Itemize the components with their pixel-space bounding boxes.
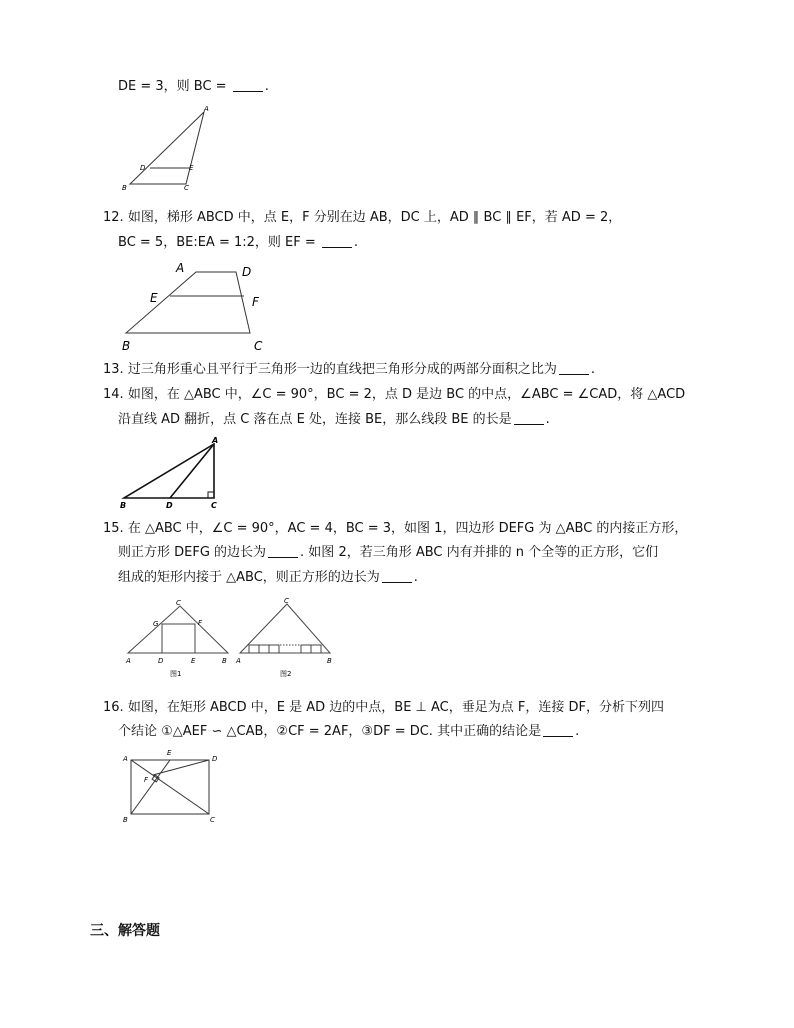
label-g: G (153, 620, 159, 628)
q16-number: 16. (103, 700, 124, 715)
label-d: D (242, 265, 252, 279)
q16-line2 (118, 724, 579, 740)
section-heading: 三、解答题 (90, 923, 160, 939)
label-d: D (212, 755, 218, 763)
q12-line2 (118, 235, 358, 251)
label-b: B (222, 657, 227, 665)
label-f: F (198, 619, 203, 627)
q13-end: . (590, 362, 595, 377)
answer-blank[interactable] (382, 570, 412, 583)
label-c: C (210, 816, 215, 824)
label-c: C (184, 184, 189, 192)
q14-text1: 如图，在 △ABC 中，∠C = 90°，BC = 2，点 D 是边 BC 的中点，∠ABC = ∠CAD，将 △ACD (127, 387, 686, 402)
q15-line2 (118, 545, 658, 561)
label-b: B (327, 657, 332, 665)
label-c: C (211, 501, 217, 510)
q12-figure (118, 258, 278, 358)
q13-number: 13. (103, 362, 124, 377)
label-a: A (123, 755, 128, 763)
label-e: E (189, 164, 194, 172)
q15-text3: 组成的矩形内接于 △ABC，则正方形的边长为 (118, 570, 380, 585)
label-a: A (212, 436, 219, 445)
q11-figure (118, 104, 218, 194)
q12-text2: BC = 5，BE:EA = 1:2，则 EF = (118, 235, 316, 250)
label-b: B (120, 501, 127, 510)
label-a: A (176, 261, 185, 275)
q14-figure (118, 434, 228, 512)
q15-number: 15. (103, 521, 124, 536)
q15-text2a: 则正方形 DEFG 的边长为 (118, 545, 267, 560)
answer-blank[interactable] (543, 724, 573, 737)
q15-line3 (118, 570, 418, 586)
q15-line1 (103, 521, 687, 537)
label-b: B (122, 184, 127, 192)
q12-text1: 如图，梯形 ABCD 中，点 E，F 分别在边 AB，DC 上，AD ∥ BC ∥ EF，若 AD = 2， (127, 210, 622, 225)
q15-end: . (413, 570, 418, 585)
q13-text1: 过三角形重心且平行于三角形一边的直线把三角形分成的两部分面积之比为 (127, 362, 557, 377)
label-e: E (191, 657, 196, 665)
answer-blank[interactable] (514, 412, 544, 425)
q14-line2 (118, 412, 550, 428)
q12-end: . (353, 235, 359, 250)
q14-text2: 沿直线 AD 翻折，点 C 落在点 E 处，连接 BE，那么线段 BE 的长是 (118, 412, 512, 427)
q16-end: . (575, 724, 580, 739)
label-d: D (158, 657, 164, 665)
q12-line1 (103, 210, 621, 226)
fig1-caption: 图1 (170, 670, 182, 678)
label-f: F (252, 295, 259, 309)
q14-number: 14. (103, 387, 124, 402)
q16-text2: 个结论 ①△AEF ∽ △CAB，②CF = 2AF，③DF = DC. 其中正确的结论是 (118, 724, 542, 739)
q11-tail-text: DE = 3，则 BC = (118, 79, 227, 94)
label-b: B (122, 339, 131, 353)
q15-text2b: . 如图 2，若三角形 ABC 内有并排的 n 个全等的正方形，它们 (300, 545, 659, 560)
q11-tail-line (118, 79, 269, 95)
label-c: C (176, 599, 181, 607)
q15-figures (118, 596, 340, 680)
answer-blank[interactable] (322, 235, 352, 248)
label-a: A (204, 105, 209, 113)
q16-figure (118, 744, 228, 828)
label-a: A (236, 657, 241, 665)
label-a: A (126, 657, 131, 665)
q12-number: 12. (103, 210, 124, 225)
q13-line1 (103, 362, 595, 378)
label-c: C (254, 339, 263, 353)
q15-text1: 在 △ABC 中，∠C = 90°，AC = 4，BC = 3，如图 1，四边形 DEFG 为 △ABC 的内接正方形， (127, 521, 688, 536)
fig2-caption: 图2 (280, 670, 292, 678)
q11-end: . (264, 79, 269, 94)
label-e: E (150, 291, 158, 305)
label-c: C (284, 597, 289, 605)
answer-blank[interactable] (559, 362, 589, 375)
label-d: D (166, 501, 173, 510)
label-d: D (140, 164, 146, 172)
q14-line1 (103, 387, 685, 403)
q16-text1: 如图，在矩形 ABCD 中，E 是 AD 边的中点，BE ⊥ AC，垂足为点 F，连接 DF，分析下列四 (127, 700, 664, 715)
label-e: E (167, 749, 172, 757)
answer-blank[interactable] (233, 79, 263, 92)
q14-end: . (545, 412, 550, 427)
label-b: B (123, 816, 128, 824)
answer-blank[interactable] (268, 545, 298, 558)
q16-line1 (103, 700, 664, 716)
label-f: F (144, 776, 149, 784)
